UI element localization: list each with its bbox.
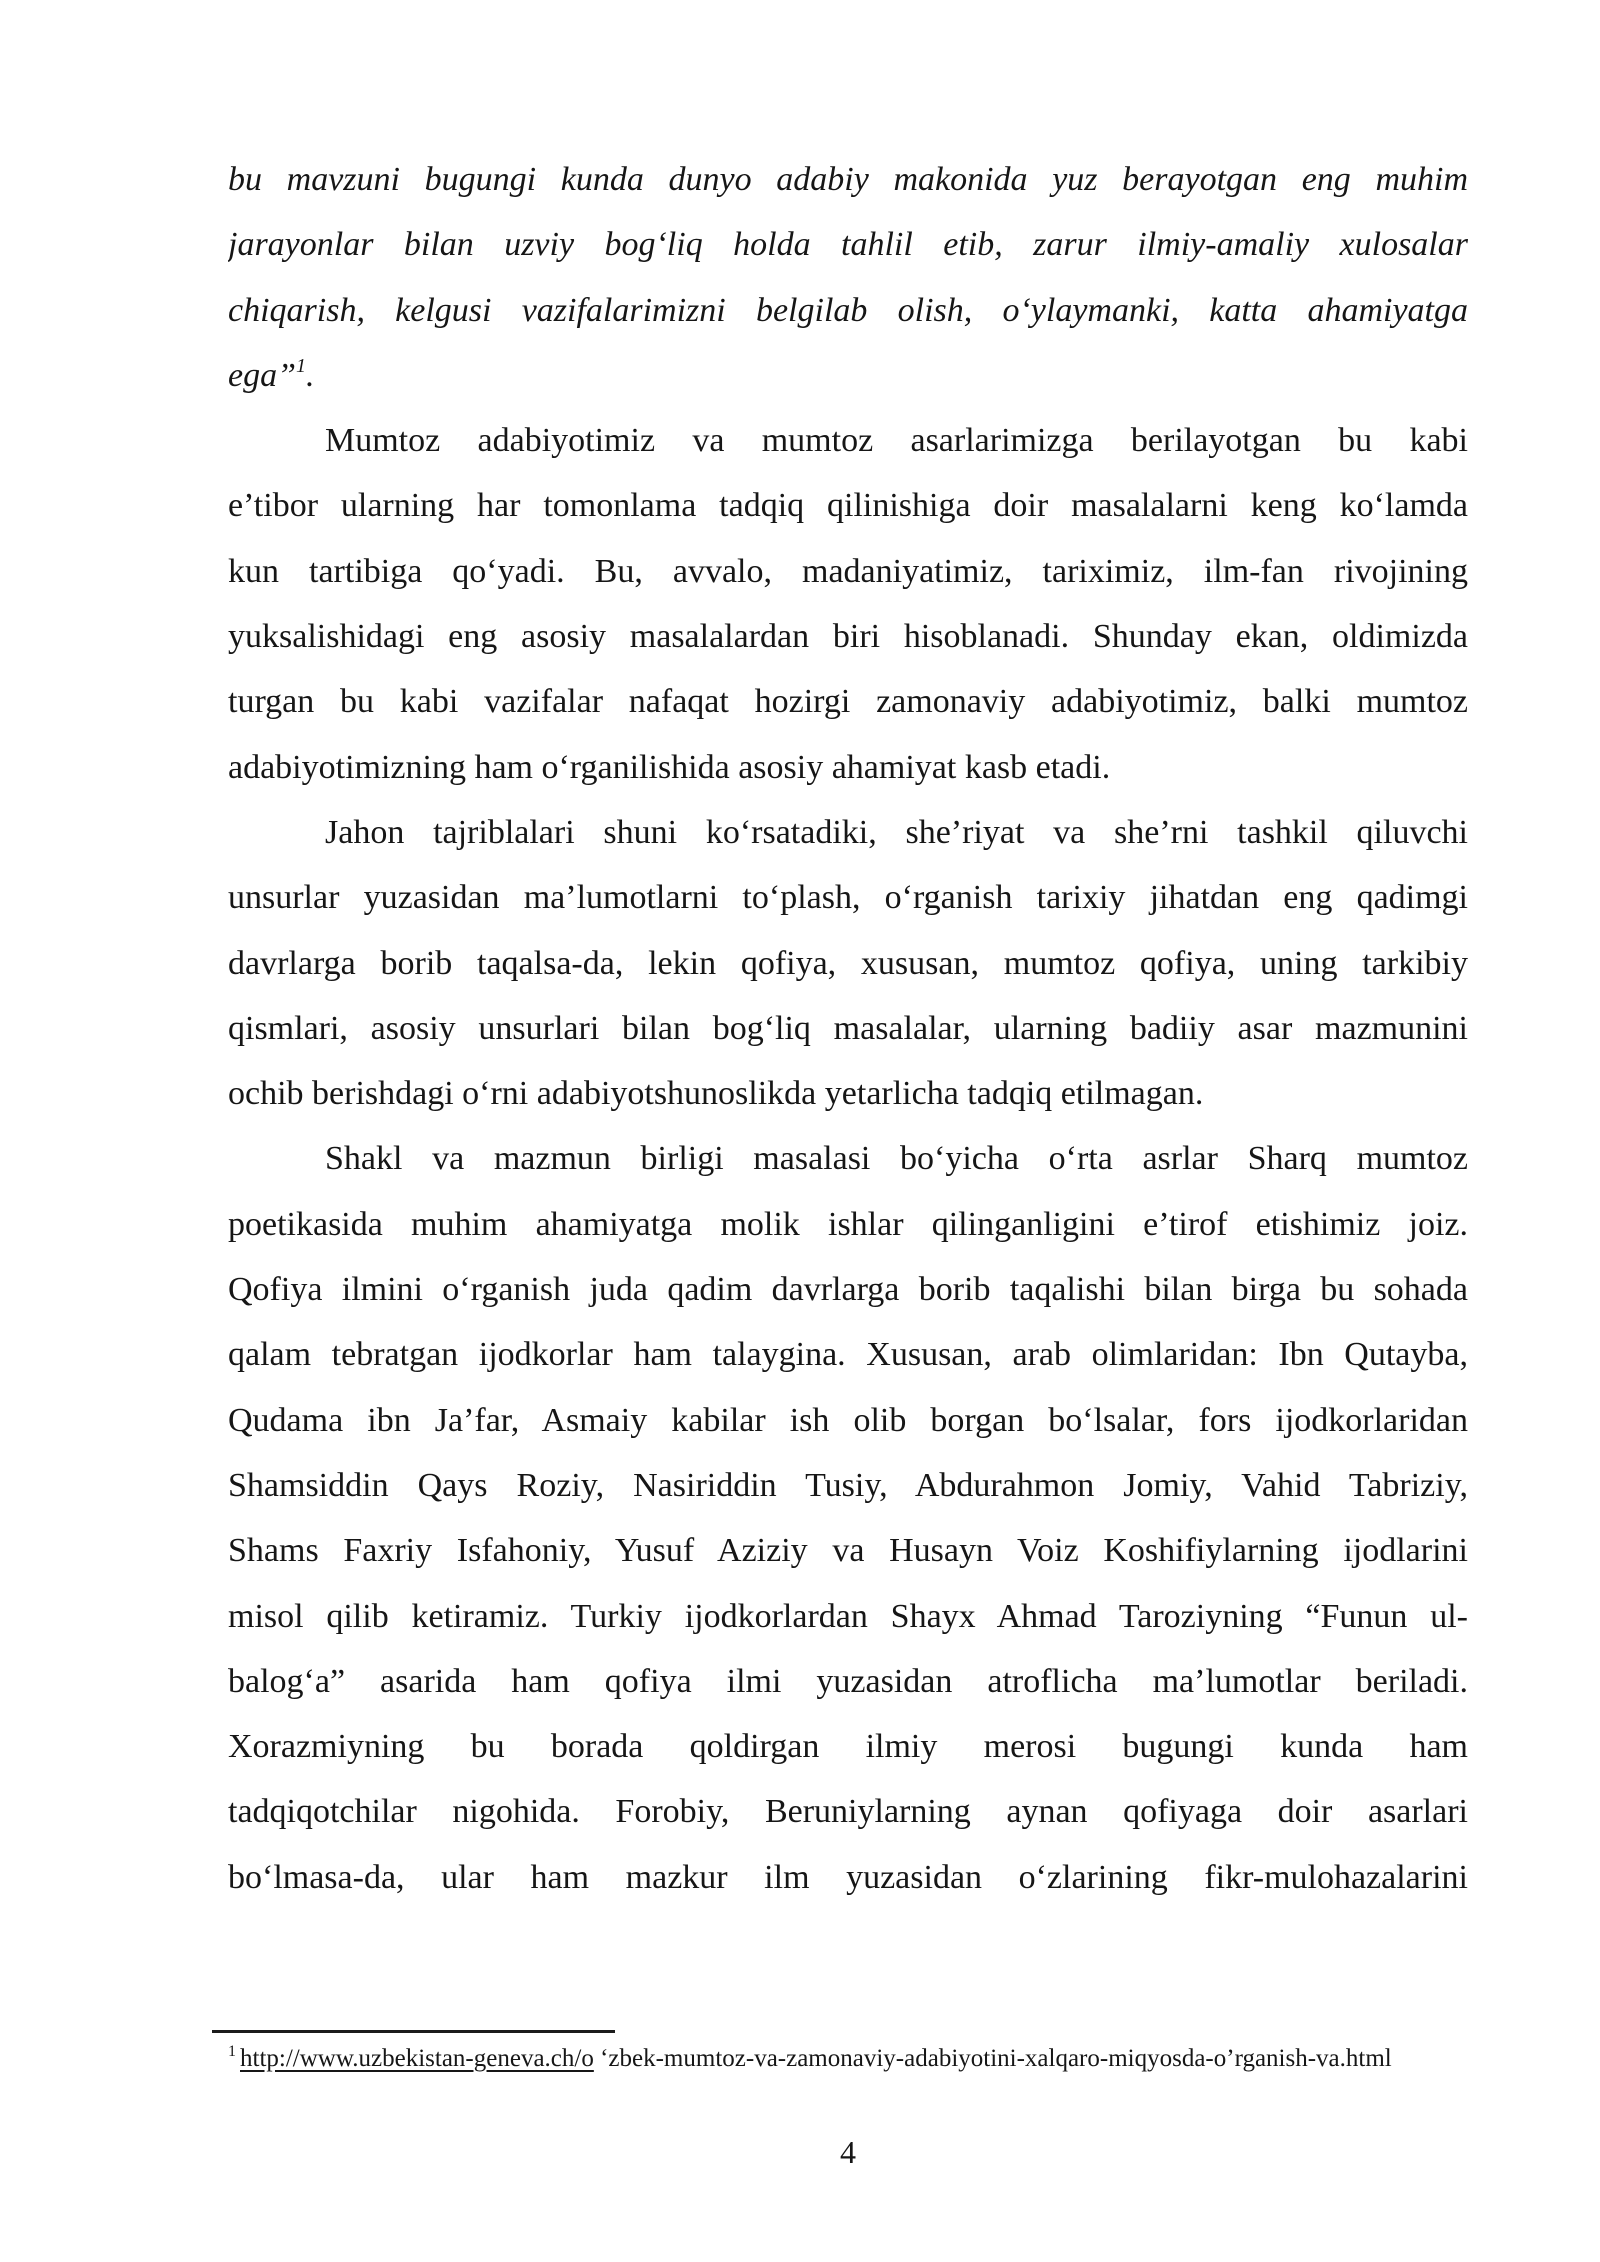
page-number: 4 [840, 2134, 856, 2170]
footnote [228, 2042, 1528, 2076]
text-line: Qofiya ilmini o‘rganish juda qadim davrlarga borib taqalishi bilan birga bu sohada [228, 1271, 1468, 1309]
paragraph [228, 1126, 1468, 1910]
text-segment: ega” [228, 356, 296, 394]
footnote-text: ‘zbek-mumtoz-va-zamonaviy-adabiyotini-xalqaro-miqyosda-o’rganish-va.html [593, 2045, 1392, 2072]
paragraph [228, 147, 1468, 408]
text-line: yuksalishidagi eng asosiy masalalardan biri hisoblanadi. Shunday ekan, oldimizda [228, 618, 1468, 656]
text-line: Xorazmiyning bu borada qoldirgan ilmiy merosi bugungi kunda ham [228, 1728, 1468, 1766]
text-line: Shamsiddin Qays Roziy, Nasiriddin Tusiy, Abdurahmon Jomiy, Vahid Tabriziy, [228, 1466, 1468, 1504]
text-line: Qudama ibn Ja’far, Asmaiy kabilar ish olib borgan bo‘lsalar, fors ijodkorlaridan [228, 1401, 1468, 1439]
text-line: adabiyotimizning ham o‘rganilishida asosiy ahamiyat kasb etadi. [228, 748, 1111, 786]
paragraph [228, 408, 1468, 800]
text-line: bo‘lmasa-da, ular ham mazkur ilm yuzasidan o‘zlarining fikr-mulohazalarini [228, 1858, 1468, 1896]
text-line: tadqiqotchilar nigohida. Forobiy, Beruniylarning aynan qofiyaga doir asarlari [228, 1793, 1468, 1831]
text-line: Shams Faxriy Isfahoniy, Yusuf Aziziy va Husayn Voiz Koshifiylarning ijodlarini [228, 1532, 1468, 1570]
text-line: qismlari, asosiy unsurlari bilan bog‘liq masalalar, ularning badiiy asar mazmunini [228, 1009, 1468, 1047]
paragraph [228, 800, 1468, 1126]
text-line: unsurlar yuzasidan ma’lumotlarni to‘plash, o‘rganish tarixiy jihatdan eng qadimgi [228, 879, 1468, 917]
text-line: Jahon tajriblalari shuni ko‘rsatadiki, she’riyat va she’rni tashkil qiluvchi [325, 813, 1468, 851]
text-line: jarayonlar bilan uzviy bog‘liq holda tahlil etib, zarur ilmiy-amaliy xulosalar [228, 226, 1468, 264]
text-segment: . [306, 356, 315, 394]
text-line [228, 343, 1468, 408]
text-line: balog‘a” asarida ham qofiya ilmi yuzasidan atroflicha ma’lumotlar beriladi. [228, 1662, 1468, 1700]
text-line: turgan bu kabi vazifalar nafaqat hozirgi zamonaviy adabiyotimiz, balki mumtoz [228, 683, 1468, 721]
text-line: chiqarish, kelgusi vazifalarimizni belgilab olish, o‘ylaymanki, katta ahamiyatga [228, 291, 1468, 329]
footnote-reference: 1 [296, 354, 306, 377]
text-line: misol qilib ketiramiz. Turkiy ijodkorlardan Shayx Ahmad Taroziyning “Funun ul- [228, 1597, 1468, 1635]
text-line: Mumtoz adabiyotimiz va mumtoz asarlarimizga berilayotgan bu kabi [325, 422, 1468, 460]
footnote-marker: 1 [228, 2043, 236, 2060]
text-line: qalam tebratgan ijodkorlar ham talaygina. Xususan, arab olimlaridan: Ibn Qutayba, [228, 1336, 1468, 1374]
text-line: poetikasida muhim ahamiyatga molik ishlar qilinganligini e’tirof etishimiz joiz. [228, 1205, 1468, 1243]
footnote-separator [212, 2030, 615, 2033]
text-line: davrlarga borib taqalsa-da, lekin qofiya, xususan, mumtoz qofiya, uning tarkibiy [228, 944, 1468, 982]
text-line: bu mavzuni bugungi kunda dunyo adabiy makonida yuz berayotgan eng muhim [228, 161, 1468, 198]
text-line: e’tibor ularning har tomonlama tadqiq qilinishiga doir masalalarni keng ko‘lamda [228, 487, 1468, 525]
body-text [228, 147, 1468, 1910]
text-line: kun tartibiga qo‘yadi. Bu, avvalo, madaniyatimiz, tariximiz, ilm-fan rivojining [228, 552, 1468, 590]
footnote-url-link[interactable]: http://www.uzbekistan-geneva.ch/o [240, 2045, 594, 2072]
text-line: Shakl va mazmun birligi masalasi bo‘yicha o‘rta asrlar Sharq mumtoz [325, 1140, 1468, 1178]
text-line: ochib berishdagi o‘rni adabiyotshunoslikda yetarlicha tadqiq etilmagan. [228, 1075, 1204, 1113]
